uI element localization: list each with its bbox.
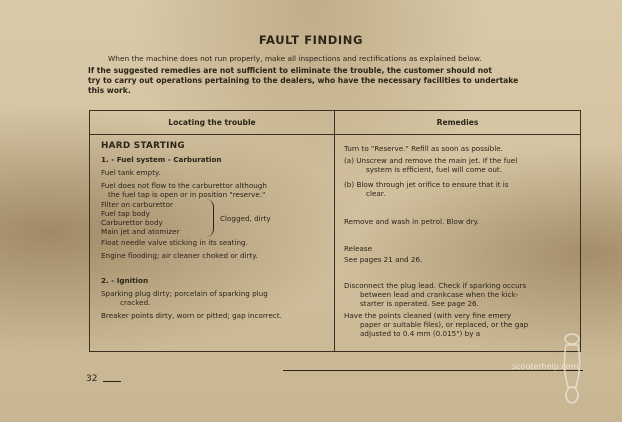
subsection-ignition: 2. - Ignition (101, 276, 149, 285)
page-number: 32 (86, 374, 98, 384)
remedy-reserve: Turn to "Reserve." Refill as soon as possible. (344, 144, 503, 153)
remedy-b-cont: clear. (366, 189, 386, 198)
remedy-pages: See pages 21 and 26. (344, 255, 423, 264)
subsection-fuel: 1. - Fuel system - Carburation (101, 155, 222, 164)
clog-item: Main jet and atomizer (101, 227, 180, 236)
remedy-b: (b) Blow through jet orifice to ensure that it is (344, 180, 509, 189)
watermark: scooterhelp.com (512, 362, 579, 371)
remedy-disconnect: Disconnect the plug lead. Check if sparking occurs (344, 281, 527, 290)
clog-item: Filter on carburettor (101, 200, 173, 209)
trouble-no-flow: Fuel does not flow to the carburettor although (101, 181, 267, 190)
remedy-release: Release (344, 244, 373, 253)
warning-line: this work. (88, 86, 131, 95)
remedy-wash: Remove and wash in petrol. Blow dry. (344, 217, 480, 226)
header-locating: Locating the trouble (168, 118, 256, 127)
remedy-disconnect-cont: starter is operated. See page 26. (360, 299, 479, 308)
trouble-fuel-empty: Fuel tank empty. (101, 168, 161, 177)
divider (103, 381, 121, 382)
section-hard-starting: HARD STARTING (101, 141, 185, 151)
remedy-points-cont: paper or suitable files), or replaced, or the gap (360, 320, 529, 329)
clogged-label: Clogged, dirty (220, 214, 271, 223)
warning-text (88, 66, 583, 96)
trouble-plug-dirty-cont: cracked. (120, 298, 151, 307)
remedy-disconnect-cont: between lead and crankcase when the kick- (360, 290, 519, 299)
header-remedies: Remedies (436, 118, 479, 127)
fault-table (89, 110, 581, 352)
warning-line: If the suggested remedies are not sufficient to eliminate the trouble, the customer should not (88, 66, 493, 75)
page-title: FAULT FINDING (258, 33, 364, 47)
clog-item: Carburettor body (101, 218, 163, 227)
trouble-no-flow-cont: the fuel tap is open or in position "reserve." (108, 190, 266, 199)
intro-text: When the machine does not run properly, make all inspections and rectifications as explained below. (108, 54, 482, 63)
remedy-points: Have the points cleaned (with very fine emery (344, 311, 512, 320)
warning-line: try to carry out operations pertaining to the dealers, who have the necessary facilities to undertake (88, 76, 519, 85)
remedy-a: (a) Unscrew and remove the main jet. If the fuel (344, 156, 518, 165)
trouble-flooding: Engine flooding; air cleaner choked or dirty. (101, 251, 258, 260)
remedy-a-cont: system is efficient, fuel will come out. (366, 165, 503, 174)
clog-item: Fuel tap body (101, 209, 150, 218)
trouble-float-valve: Float needle valve sticking in its seating. (101, 238, 248, 247)
remedy-points-cont: adjusted to 0.4 mm (0.015") by a (360, 329, 481, 338)
brace (206, 199, 214, 237)
column-divider (334, 111, 335, 351)
trouble-breaker: Breaker points dirty, worn or pitted; gap incorrect. (101, 311, 282, 320)
header-divider (90, 134, 580, 135)
trouble-plug-dirty: Sparking plug dirty; porcelain of sparking plug (101, 289, 268, 298)
